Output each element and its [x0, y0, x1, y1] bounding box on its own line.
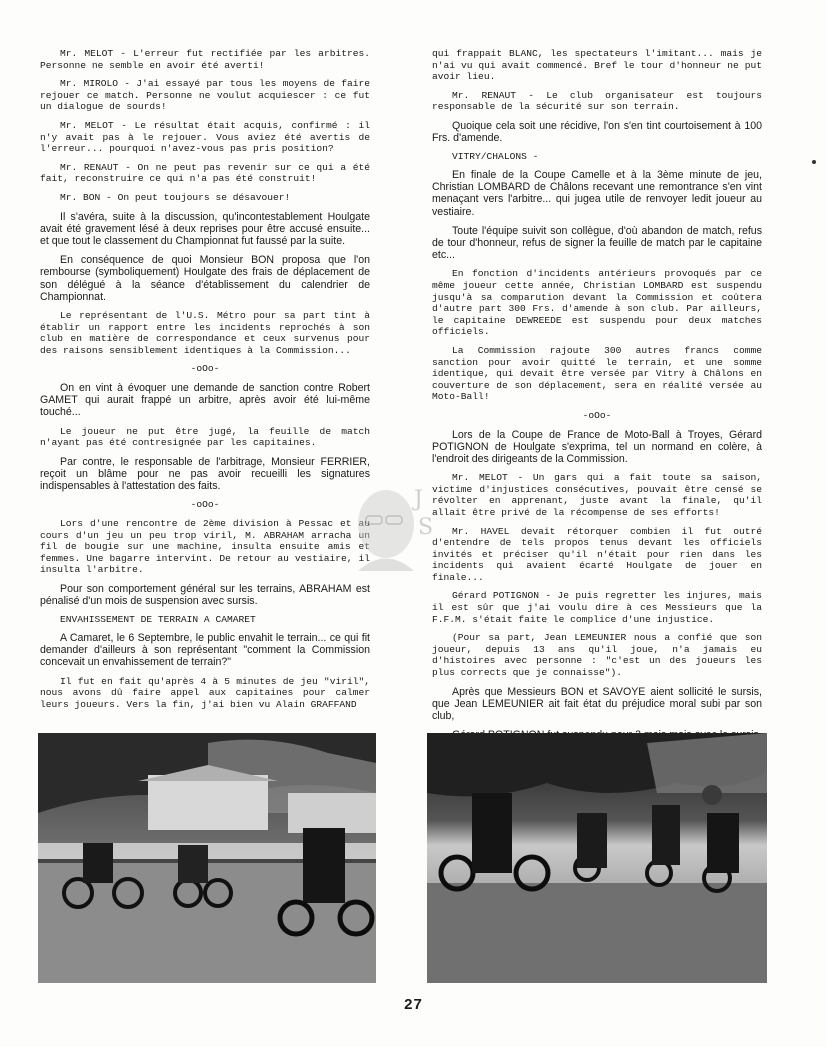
paragraph: qui frappait BLANC, les spectateurs l'imitant... mais je n'ai vu qui avait commencé. Bref le tour d'honneur ne put avoir lieu. [432, 48, 762, 83]
paragraph: Il s'avéra, suite à la discussion, qu'incontestablement Houlgate avait été gravement lésé à deux reprises pour être accusé ensuite... et que tout le classement du Championnat fut faussé par la suite. [40, 210, 370, 247]
paragraph: Gérard POTIGNON - Je puis regretter les injures, mais il est sûr que j'ai voulu dire à ces Messieurs que la F.F.M. s'était faite le complice d'une injustice. [432, 590, 762, 625]
paragraph: Mr. MIROLO - J'ai essayé par tous les moyens de faire rejouer ce match. Personne ne voulut acquiescer : ce fut un dialogue de sourds! [40, 78, 370, 113]
paragraph: Mr. MELOT - Un gars qui a fait toute sa saison, victime d'injustices consécutives, pouvait être censé se révolter en apprenant, juste avant la finale, qu'il allait être privé de la récompense de ses efforts! [432, 472, 762, 518]
paragraph: Mr. HAVEL devait rétorquer combien il fut outré d'entendre de tels propos tenus devant les officiels invités et préciser qu'il n'était pour rien dans les incidents qui avaient écarté Houlgate de jouer en finale... [432, 525, 762, 583]
separator: -oOo- [582, 409, 612, 421]
paragraph: En conséquence de quoi Monsieur BON proposa que l'on rembourse (symboliquement) Houlgate des frais de déplacement de son délégué à la séance d'établissement du calendrier de Championnat. [40, 254, 370, 303]
paragraph: En finale de la Coupe Camelle et à la 3ème minute de jeu, Christian LOMBARD de Châlons recevant une remontrance s'en vint menaçant vers l'arbitre... qui jugea utile de renvoyer ledit joueur au vestiaire. [432, 168, 762, 218]
paragraph: Il fut en fait qu'après 4 à 5 minutes de jeu "viril", nous avons dû faire appel aux capitaines pour calmer leurs joueurs. Vers la fin, j'ai bien vu Alain GRAFFAND [40, 675, 370, 710]
stray-mark [812, 160, 816, 164]
paragraph: Lors de la Coupe de France de Moto-Ball à Troyes, Gérard POTIGNON de Houlgate s'exprima, tel un normand en colère, à l'endroit des dirigeants de la Commission. [432, 428, 762, 465]
left-column [40, 48, 370, 717]
paragraph: Mr. MELOT - Le résultat était acquis, confirmé : il n'y avait pas à le rejouer. Vous aviez été avertis de l'erreur... pourquoi n'avez-vous pas pris position? [40, 119, 370, 155]
paragraph: Pour son comportement général sur les terrains, ABRAHAM est pénalisé d'un mois de suspension avec sursis. [40, 582, 370, 608]
separator: -oOo- [190, 363, 220, 375]
paragraph: Le représentant de l'U.S. Métro pour sa part tint à établir un rapport entre les incidents reprochés à son club en matière de correspondance et ceux survenus pour des raisons sensiblement identiques à la Commission... [40, 309, 370, 356]
paragraph: En fonction d'incidents antérieurs provoqués par ce même joueur cette année, Christian LOMBARD est suspendu jusqu'à sa comparution devant la Commission et coûtera d'autre part 300 Frs. d'amende à son club. Par ailleurs, le capitaine DEWREEDE est suspendu pour deux matches officiels. [432, 268, 762, 338]
section-heading: ENVAHISSEMENT DE TERRAIN A CAMARET [60, 614, 256, 626]
svg-text:J: J [414, 487, 423, 512]
paragraph: Mr. RENAUT - On ne peut pas revenir sur ce qui a été fait, reconstruire ce qui n'a pas été construit! [40, 161, 370, 185]
paragraph: Par contre, le responsable de l'arbitrage, Monsieur FERRIER, reçoit un blâme pour ne pas avoir recueilli les signatures indispensables à l'attestation des faits. [40, 455, 370, 493]
page-number: 27 [404, 996, 423, 1013]
portrait-stamp-icon [348, 476, 438, 576]
moto-ball-camaret-photo [38, 733, 376, 983]
paragraph: Lors d'une rencontre de 2ème division à Pessac et au cours d'un jeu un peu trop viril, M. ABRAHAM arracha un fil de bougie sur une machine, insulta ensuite amis et femmes. Une bagarre intervint. De retour au vestiaire, il insulta l'arbitre. [40, 517, 370, 576]
section-heading: VITRY/CHALONS - [452, 151, 539, 163]
paragraph: Toute l'équipe suivit son collègue, d'où abandon de match, refus de tour d'honneur, refus de signer la feuille de match par le capitaine etc... [432, 224, 762, 262]
paragraph: Mr. MELOT - L'erreur fut rectifiée par les arbitres. Personne ne semble en avoir été averti! [40, 48, 370, 71]
paragraph: On en vint à évoquer une demande de sanction contre Robert GAMET qui aurait frappé un arbitre, après avoir été lui-même touché... [40, 381, 370, 419]
svg-text:S: S [418, 515, 434, 540]
paragraph: Après que Messieurs BON et SAVOYE aient sollicité le sursis, que Jean LEMEUNIER ait fait état du préjudice moral subi par son club, [432, 685, 762, 723]
separator: -oOo- [190, 499, 220, 511]
right-column [432, 48, 762, 748]
paragraph: Le joueur ne put être jugé, la feuille de match n'ayant pas été contresignée par les capitaines. [40, 425, 370, 449]
paragraph: Mr. RENAUT - Le club organisateur est toujours responsable de la sécurité sur son terrain. [432, 89, 762, 113]
paragraph: A Camaret, le 6 Septembre, le public envahit le terrain... ce qui fit demander d'ailleurs à son représentant "comment la Commission concevait un envahissement de terrain?" [40, 631, 370, 669]
paragraph: Mr. BON - On peut toujours se désavouer! [60, 191, 291, 203]
paragraph: Quoique cela soit une récidive, l'on s'en tint courtoisement à 100 Frs. d'amende. [432, 119, 762, 145]
moto-ball-match-photo [427, 733, 767, 983]
paragraph: (Pour sa part, Jean LEMEUNIER nous a confié que son joueur, depuis 13 ans qu'il joue, n'a jamais eu d'histoires avec personne : "c'est un des joueurs les plus corrects que je connaisse"). [432, 632, 762, 679]
paragraph: La Commission rajoute 300 autres francs comme sanction pour avoir quitté le terrain, et une somme identique, qui devait être versée par Vitry à Châlons en couverture de son déplacement, sera en réalité versée au Moto-Ball! [432, 344, 762, 403]
